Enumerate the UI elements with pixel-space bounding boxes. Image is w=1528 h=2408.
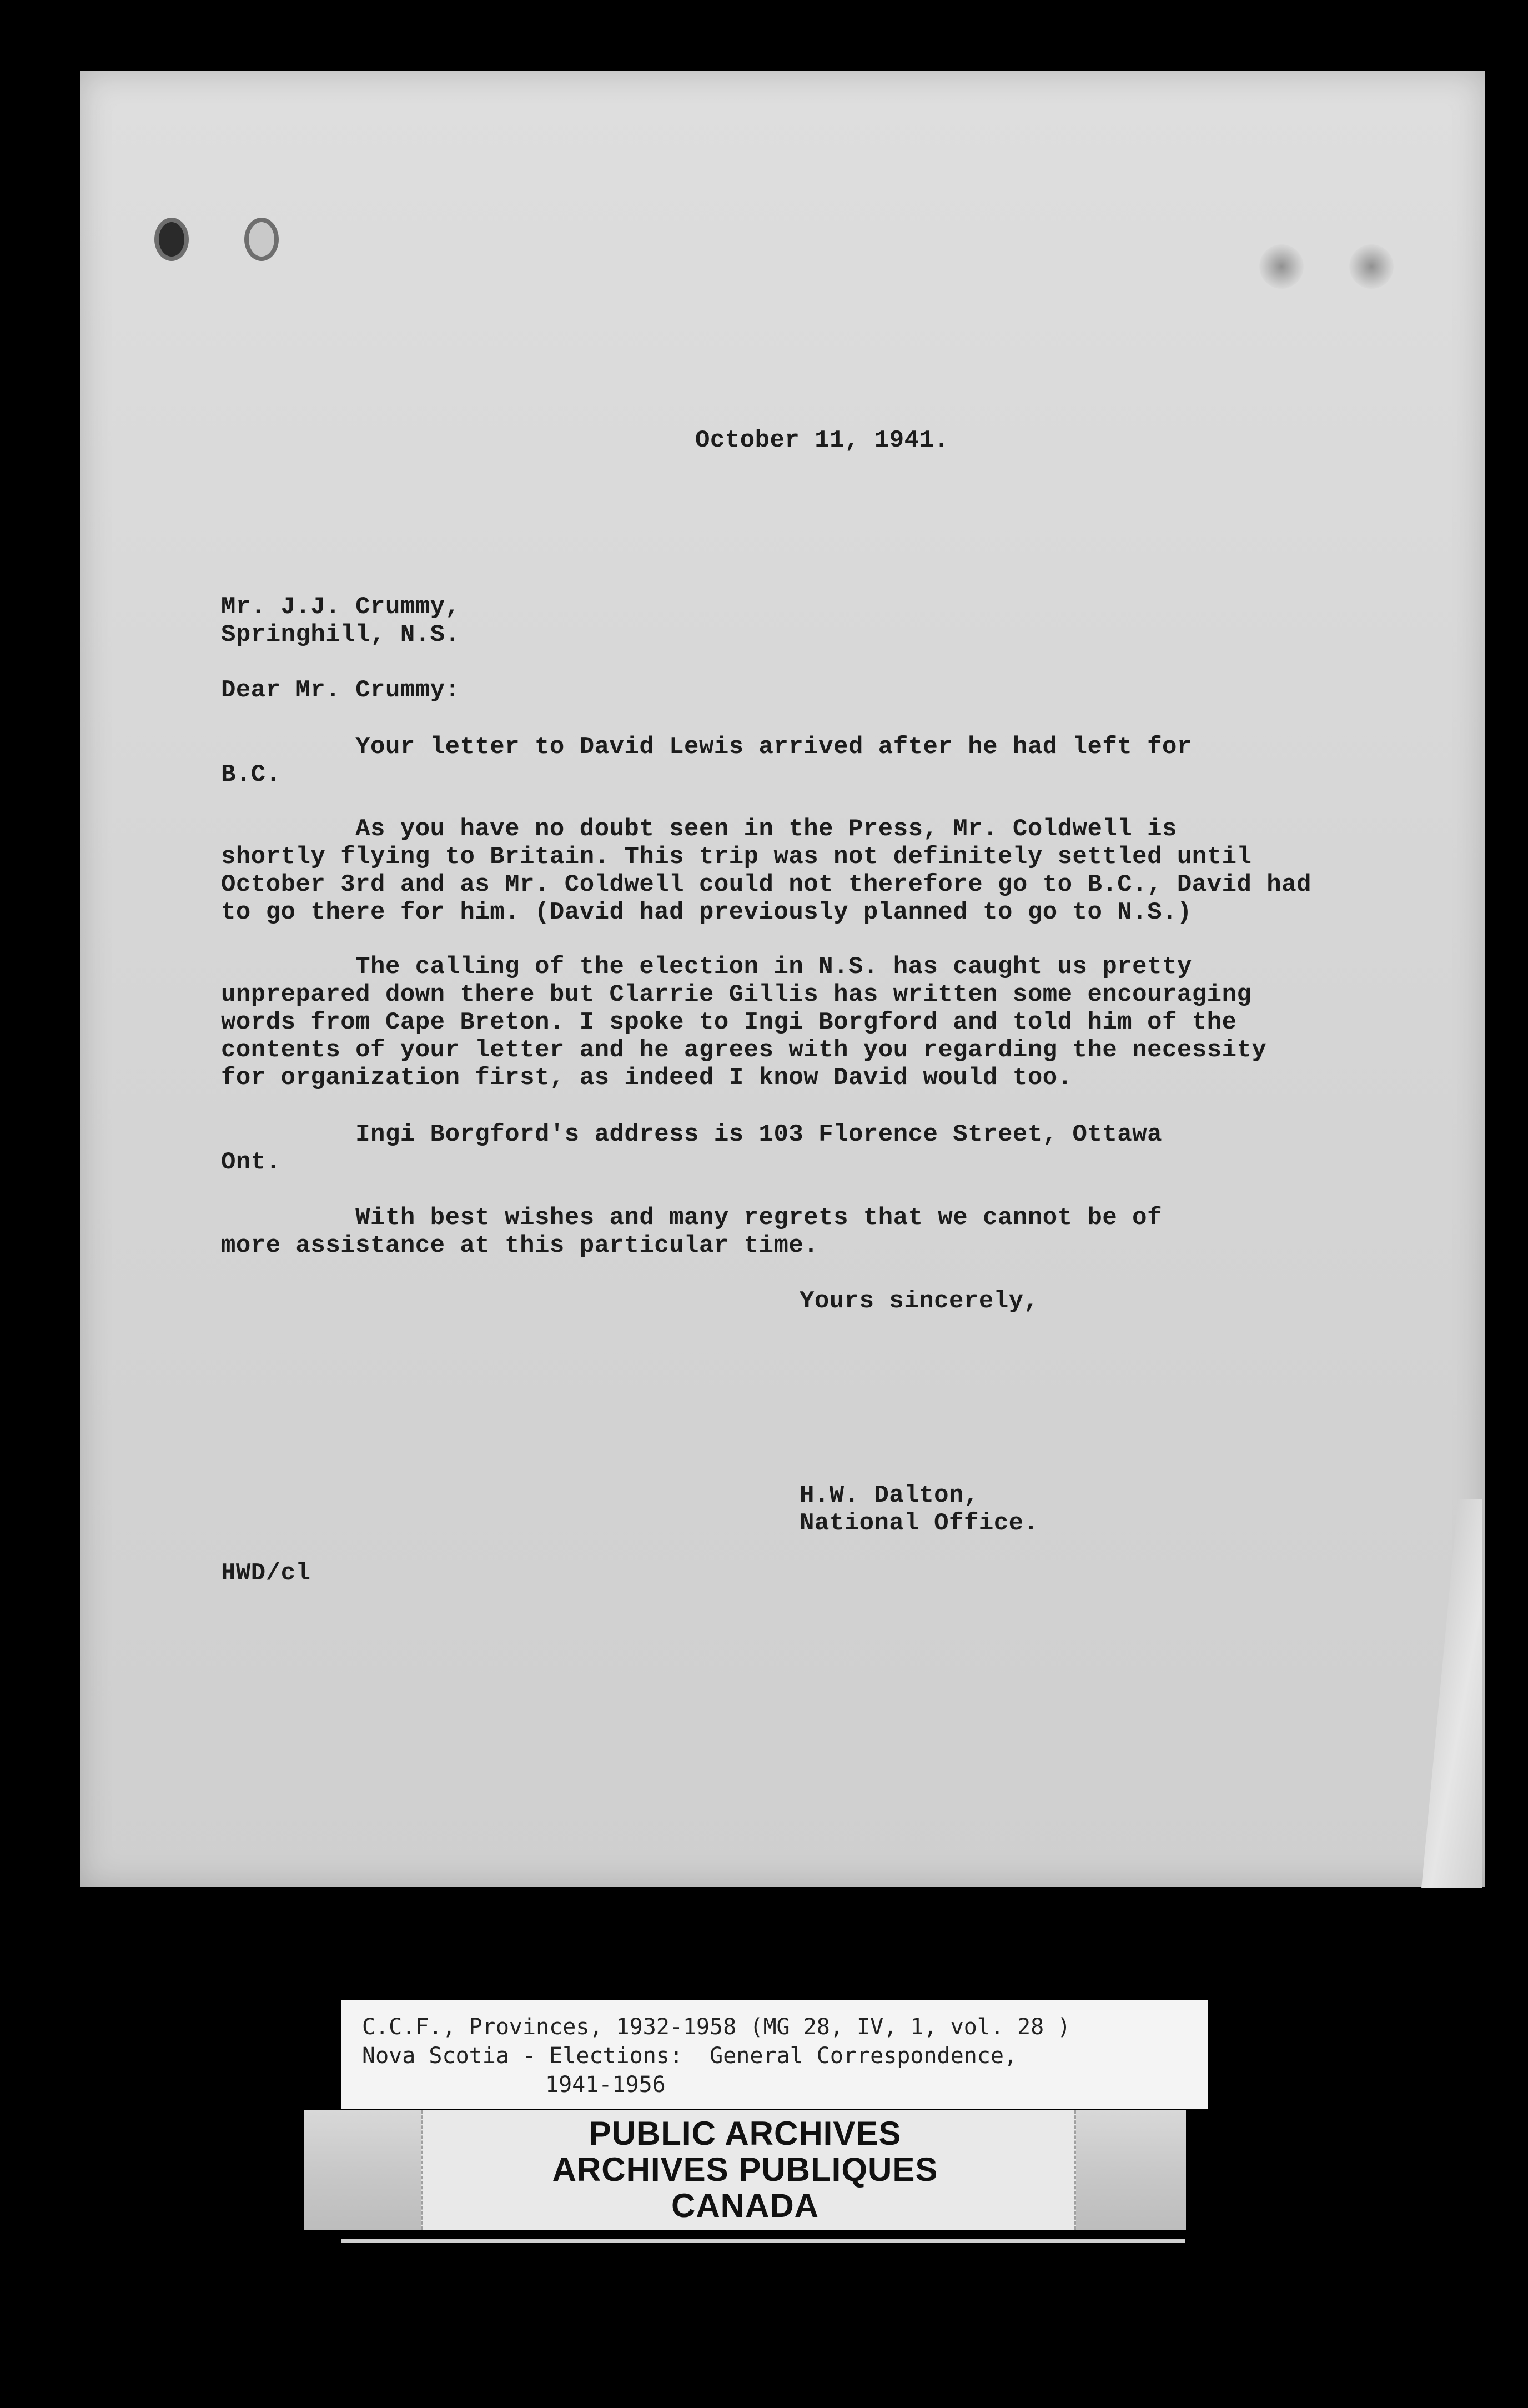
- public-archives-stamp: [304, 2110, 1186, 2230]
- salutation: Dear Mr. Crummy:: [221, 676, 460, 704]
- catalogue-line-subject: Nova Scotia - Elections: General Correspondence,: [362, 2043, 1018, 2069]
- paragraph-4: Ingi Borgford's address is 103 Florence Street, Ottawa Ont.: [221, 1121, 1162, 1176]
- signature-name: H.W. Dalton,: [800, 1482, 979, 1509]
- letter-date: October 11, 1941.: [695, 427, 949, 454]
- stamp-line-french: ARCHIVES PUBLIQUES: [552, 2151, 938, 2188]
- recipient-name: Mr. J.J. Crummy,: [221, 593, 460, 621]
- stamp-underline: [341, 2239, 1185, 2243]
- catalogue-line-years: 1941-1956: [545, 2072, 666, 2098]
- ink-smudge: [1349, 244, 1394, 289]
- catalogue-line-collection: C.C.F., Provinces, 1932-1958 (MG 28, IV, 1, vol. 28 ): [362, 2014, 1071, 2040]
- recipient-place: Springhill, N.S.: [221, 621, 460, 649]
- archive-catalogue-label: [341, 2000, 1208, 2109]
- stamp-line-country: CANADA: [671, 2187, 819, 2224]
- punch-hole-icon: [154, 218, 189, 261]
- paragraph-5: With best wishes and many regrets that we cannot be of more assistance at this particular time.: [221, 1204, 1162, 1260]
- paragraph-3: The calling of the election in N.S. has caught us pretty unprepared down there but Clarrie Gillis has written some encouraging words from Cape Breton. I spoke to Ingi Borgford and told him of the contents of your letter and he agrees with you regarding the necessity for organization first, as indeed I know David would too.: [221, 953, 1267, 1092]
- reference-initials: HWD/cl: [221, 1559, 311, 1587]
- stamp-line-english: PUBLIC ARCHIVES: [589, 2115, 902, 2152]
- paragraph-1: Your letter to David Lewis arrived after he had left for B.C.: [221, 733, 1192, 789]
- signature-office: National Office.: [800, 1509, 1039, 1537]
- ink-smudge: [1259, 244, 1304, 289]
- punch-hole-icon: [244, 218, 279, 261]
- paragraph-2: As you have no doubt seen in the Press, Mr. Coldwell is shortly flying to Britain. This trip was not definitely settled until October 3rd and as Mr. Coldwell could not therefore go to B.C., David had to go there for him. (David had previously planned to go to N.S.): [221, 815, 1312, 926]
- closing: Yours sincerely,: [800, 1287, 1039, 1315]
